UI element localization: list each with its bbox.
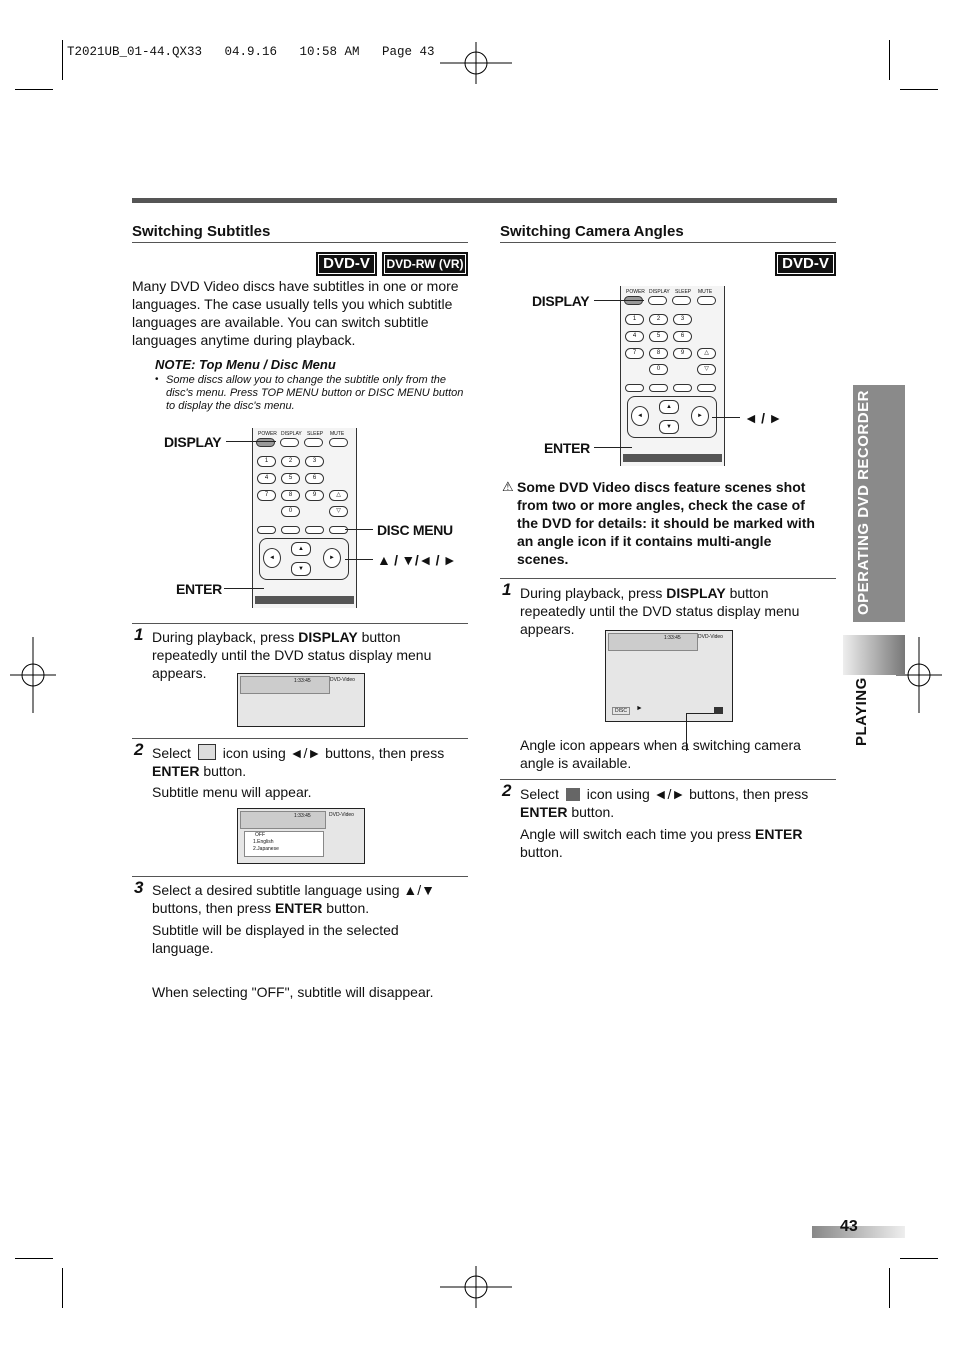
registration-mark-bottom <box>440 1266 512 1308</box>
intro-text: Many DVD Video discs have subtitles in one or more languages. The case usually tells you which subtitle languages are available. You can switch subtitle languages anytime during playback. <box>132 278 459 348</box>
angle-icon <box>714 707 723 714</box>
badge-dvd-rw-vr: DVD-RW (VR) <box>382 252 468 276</box>
step-rule-1 <box>132 623 468 624</box>
section-title-rule <box>132 242 468 243</box>
note-bullet: • <box>155 374 159 385</box>
leader-enter-right <box>594 447 632 448</box>
step-1-text: During playback, press DISPLAY button repeatedly until the DVD status display menu appears. <box>152 629 432 681</box>
step-3-sub2: When selecting "OFF", subtitle will disappear. <box>152 984 434 1000</box>
badge-dvd-v: DVD-V <box>316 252 377 276</box>
top-rule <box>132 198 837 203</box>
osd-screen-angle: 1:33:45 DVD-Video DISC ► <box>605 630 733 722</box>
registration-mark-top <box>440 42 512 84</box>
sidebar-chapter-label: PLAYING <box>853 677 870 746</box>
step-rule-r1 <box>500 578 836 579</box>
step-rule-2 <box>132 738 468 739</box>
step-number-r2: 2 <box>502 781 512 800</box>
leader-arrows-left <box>345 559 373 560</box>
step-rule-r2 <box>500 779 836 780</box>
page-number-bar <box>812 1226 905 1238</box>
step-number-2: 2 <box>134 740 144 759</box>
subtitle-options: OFF 1.English 2.Japanese <box>244 831 324 857</box>
warning-icon: ⚠ <box>502 479 514 494</box>
osd-mode: DVD-Video <box>330 677 355 683</box>
angle-callout-line-h <box>686 713 714 714</box>
registration-mark-left <box>10 637 56 713</box>
label-display-right: DISPLAY <box>532 293 590 309</box>
label-display-left: DISPLAY <box>164 434 222 450</box>
subtitle-icon <box>198 744 216 760</box>
osd-screen-1 <box>237 673 365 727</box>
note-title: NOTE: Top Menu / Disc Menu <box>155 357 336 372</box>
remote-control-left: POWER DISPLAY SLEEP MUTE 1 2 3 4 5 6 7 8 9 △ 0 ▽ ◄ ▲ ▼ ► <box>252 428 357 608</box>
label-arrows-left: ▲ / ▼/◄ / ► <box>377 552 457 568</box>
step-r2-sub: Angle will switch each time you press ENTER button. <box>520 826 803 860</box>
note-text: Some discs allow you to change the subtitle only from the disc's menu. Press TOP MENU button or DISC MENU button to display the disc's menu. <box>166 374 464 412</box>
section-title-subtitles: Switching Subtitles <box>132 223 271 240</box>
sidebar-chapter-tab <box>843 635 905 675</box>
step-number-3: 3 <box>134 878 144 897</box>
section-title-rule-right <box>500 242 836 243</box>
leader-arrows-right <box>712 417 740 418</box>
camera-angle-icon <box>566 788 580 801</box>
sidebar-section-label: OPERATING DVD RECORDER <box>855 390 872 615</box>
leader-display-left <box>226 441 276 442</box>
label-disc-menu: DISC MENU <box>377 522 453 538</box>
section-title-angles: Switching Camera Angles <box>500 223 684 240</box>
label-enter-right: ENTER <box>544 440 590 456</box>
play-indicator-icon: ► <box>636 705 643 712</box>
step-number-1: 1 <box>134 625 144 644</box>
disc-indicator: DISC <box>612 707 630 715</box>
step-r2-text: Select icon using ◄/► buttons, then press ENTER button. <box>520 786 809 820</box>
remote-control-right: POWER DISPLAY SLEEP MUTE 1 2 3 4 5 6 7 8 9 △ 0 ▽ ◄ ▲ ▼ ► <box>620 286 725 466</box>
print-slug: T2021UB_01-44.QX33 04.9.16 10:58 AM Page 43 <box>67 45 435 59</box>
step-number-r1: 1 <box>502 580 512 599</box>
osd-time: 1:33:45 <box>294 678 311 684</box>
leader-display-right <box>594 300 644 301</box>
label-enter-left: ENTER <box>176 581 222 597</box>
step-rule-3 <box>132 876 468 877</box>
page-number: 43 <box>840 1218 858 1235</box>
step-2-text: Select icon using ◄/► buttons, then press ENTER button. <box>152 745 445 779</box>
step-r1-text: During playback, press DISPLAY button repeatedly until the DVD status display menu appears. <box>520 585 800 637</box>
osd-screen-2: 1:33:45 DVD-Video OFF 1.English 2.Japanese <box>237 808 365 864</box>
leader-disc-menu <box>345 529 373 530</box>
label-arrows-right: ◄ / ► <box>744 410 782 426</box>
badge-dvd-v-right: DVD-V <box>775 252 836 276</box>
step-3-sub: Subtitle will be displayed in the selected language. <box>152 922 399 956</box>
step-3-text: Select a desired subtitle language using ▲/▼ buttons, then press ENTER button. <box>152 882 435 916</box>
angle-caption: Angle icon appears when a switching camera angle is available. <box>520 737 801 771</box>
warning-text: Some DVD Video discs feature scenes shot from two or more angles, check the case of the DVD for details: it should be marked with an angle icon if it contains multi-angle scenes. <box>517 479 815 567</box>
step-2-sub: Subtitle menu will appear. <box>152 784 312 800</box>
leader-enter-left <box>224 588 264 589</box>
